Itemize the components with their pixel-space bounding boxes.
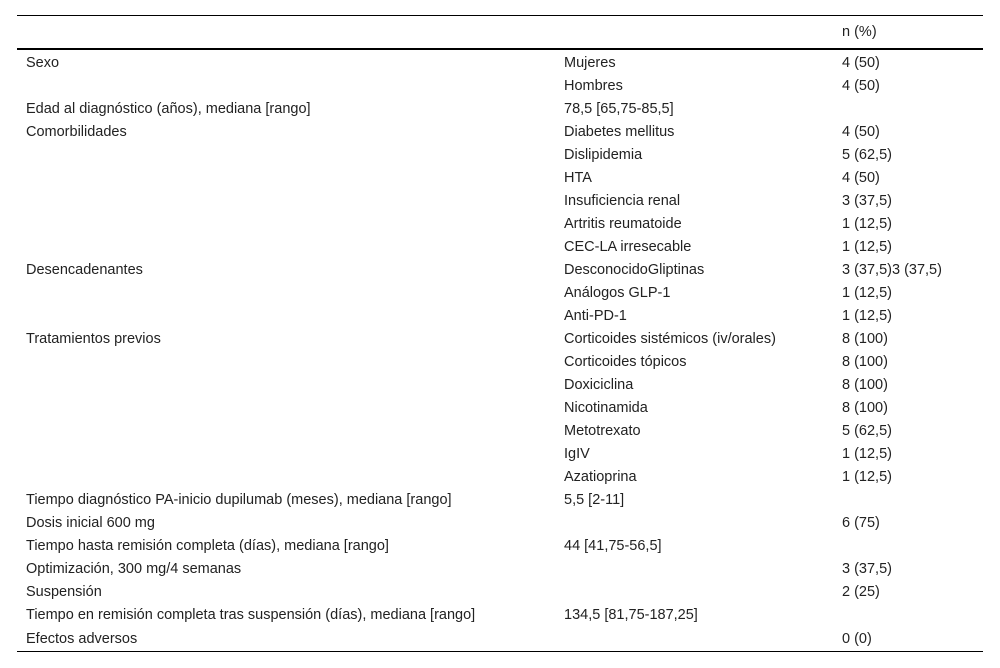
table-header bbox=[17, 16, 983, 50]
table-body bbox=[17, 49, 983, 652]
variable-cell bbox=[17, 305, 555, 328]
count-cell bbox=[834, 604, 983, 627]
category-cell: Doxiciclina bbox=[564, 377, 634, 393]
variable-cell bbox=[17, 466, 555, 489]
count-cell bbox=[834, 535, 983, 558]
count-cell: 5 (62,5) bbox=[842, 423, 892, 439]
header-cell-variable bbox=[17, 16, 555, 50]
table-row bbox=[17, 627, 983, 652]
table-row bbox=[17, 328, 983, 351]
table-row bbox=[17, 144, 983, 167]
variable-cell bbox=[17, 144, 555, 167]
table-row bbox=[17, 604, 983, 627]
count-cell: 1 (12,5) bbox=[842, 469, 892, 485]
variable-cell bbox=[17, 75, 555, 98]
header-cell-category bbox=[555, 16, 834, 50]
variable-cell: Sexo bbox=[26, 55, 60, 71]
variable-cell: Tiempo diagnóstico PA-inicio dupilumab (meses), mediana [rango] bbox=[26, 492, 452, 508]
table-row bbox=[17, 466, 983, 489]
variable-cell: Efectos adversos bbox=[17, 627, 555, 652]
variable-cell bbox=[17, 213, 555, 236]
category-cell: 5,5 [2-11] bbox=[564, 492, 625, 508]
table-row bbox=[17, 259, 983, 282]
count-cell: 6 (75) bbox=[842, 515, 880, 531]
variable-cell: Desencadenantes bbox=[26, 262, 143, 278]
table-row bbox=[17, 236, 983, 259]
category-cell: Análogos GLP-1 bbox=[564, 285, 671, 301]
table-row bbox=[17, 512, 983, 535]
variable-cell bbox=[17, 443, 555, 466]
category-cell: 44 [41,75-56,5] bbox=[564, 538, 662, 554]
variable-cell bbox=[17, 190, 555, 213]
category-cell: Artritis reumatoide bbox=[564, 216, 682, 232]
variable-cell bbox=[17, 282, 555, 305]
count-cell: 3 (37,5)3 (37,5) bbox=[842, 262, 942, 278]
patient-characteristics-table-container bbox=[17, 15, 983, 652]
category-cell: HTA bbox=[564, 170, 592, 186]
category-cell bbox=[555, 558, 834, 581]
count-cell bbox=[834, 489, 983, 512]
table-row bbox=[17, 121, 983, 144]
category-cell: 134,5 [81,75-187,25] bbox=[564, 607, 698, 623]
table-row bbox=[17, 305, 983, 328]
category-cell: Anti-PD-1 bbox=[564, 308, 627, 324]
table-row bbox=[17, 489, 983, 512]
count-cell: 0 (0) bbox=[834, 627, 983, 652]
variable-cell bbox=[17, 420, 555, 443]
category-cell bbox=[555, 512, 834, 535]
category-cell bbox=[555, 581, 834, 604]
variable-cell: Dosis inicial 600 mg bbox=[26, 515, 155, 531]
count-cell: 4 (50) bbox=[842, 124, 880, 140]
table-row bbox=[17, 49, 983, 75]
table-row bbox=[17, 190, 983, 213]
header-row bbox=[17, 16, 983, 50]
variable-cell: Tratamientos previos bbox=[26, 331, 161, 347]
category-cell: Insuficiencia renal bbox=[564, 193, 681, 209]
variable-cell: Suspensión bbox=[26, 584, 102, 600]
count-cell: 2 (25) bbox=[842, 584, 880, 600]
variable-cell bbox=[17, 351, 555, 374]
category-cell: Corticoides tópicos bbox=[564, 354, 687, 370]
category-cell: DesconocidoGliptinas bbox=[564, 262, 705, 278]
table-row bbox=[17, 535, 983, 558]
category-cell: Hombres bbox=[564, 78, 623, 94]
count-cell: 8 (100) bbox=[842, 377, 888, 393]
category-cell bbox=[555, 627, 834, 652]
count-cell: 8 (100) bbox=[842, 331, 888, 347]
table-row bbox=[17, 98, 983, 121]
variable-cell: Optimización, 300 mg/4 semanas bbox=[26, 561, 242, 577]
patient-characteristics-table bbox=[17, 15, 983, 652]
count-cell: 4 (50) bbox=[842, 55, 880, 71]
count-cell: 1 (12,5) bbox=[842, 216, 892, 232]
header-cell-count: n (%) bbox=[834, 16, 983, 50]
table-row bbox=[17, 558, 983, 581]
variable-cell bbox=[17, 374, 555, 397]
table-row bbox=[17, 75, 983, 98]
category-cell: IgIV bbox=[564, 446, 590, 462]
category-cell: Azatioprina bbox=[564, 469, 637, 485]
variable-cell: Edad al diagnóstico (años), mediana [rango] bbox=[26, 101, 311, 117]
category-cell: Diabetes mellitus bbox=[564, 124, 675, 140]
count-cell: 4 (50) bbox=[842, 170, 880, 186]
category-cell: Metotrexato bbox=[564, 423, 641, 439]
count-cell: 3 (37,5) bbox=[842, 561, 892, 577]
variable-cell: Tiempo hasta remisión completa (días), mediana [rango] bbox=[26, 538, 389, 554]
table-row bbox=[17, 420, 983, 443]
count-cell: 8 (100) bbox=[842, 400, 888, 416]
count-cell: 1 (12,5) bbox=[842, 308, 892, 324]
category-cell: 78,5 [65,75-85,5] bbox=[564, 101, 674, 117]
table-row bbox=[17, 167, 983, 190]
table-row bbox=[17, 213, 983, 236]
count-cell: 5 (62,5) bbox=[842, 147, 892, 163]
count-cell: 1 (12,5) bbox=[842, 285, 892, 301]
category-cell: Nicotinamida bbox=[564, 400, 648, 416]
count-cell: 1 (12,5) bbox=[842, 239, 892, 255]
table-row bbox=[17, 443, 983, 466]
count-cell: 4 (50) bbox=[842, 78, 880, 94]
table-row bbox=[17, 397, 983, 420]
table-row bbox=[17, 282, 983, 305]
table-row bbox=[17, 351, 983, 374]
category-cell: Mujeres bbox=[564, 55, 616, 71]
variable-cell: Comorbilidades bbox=[26, 124, 127, 140]
count-cell: 8 (100) bbox=[842, 354, 888, 370]
variable-cell: Tiempo en remisión completa tras suspensión (días), mediana [rango] bbox=[26, 607, 476, 623]
category-cell: Dislipidemia bbox=[564, 147, 643, 163]
category-cell: CEC-LA irresecable bbox=[564, 239, 692, 255]
variable-cell bbox=[17, 167, 555, 190]
category-cell: Corticoides sistémicos (iv/orales) bbox=[564, 331, 776, 347]
table-row bbox=[17, 374, 983, 397]
count-cell: 3 (37,5) bbox=[842, 193, 892, 209]
count-cell bbox=[834, 98, 983, 121]
variable-cell bbox=[17, 236, 555, 259]
variable-cell bbox=[17, 397, 555, 420]
count-cell: 1 (12,5) bbox=[842, 446, 892, 462]
table-row bbox=[17, 581, 983, 604]
